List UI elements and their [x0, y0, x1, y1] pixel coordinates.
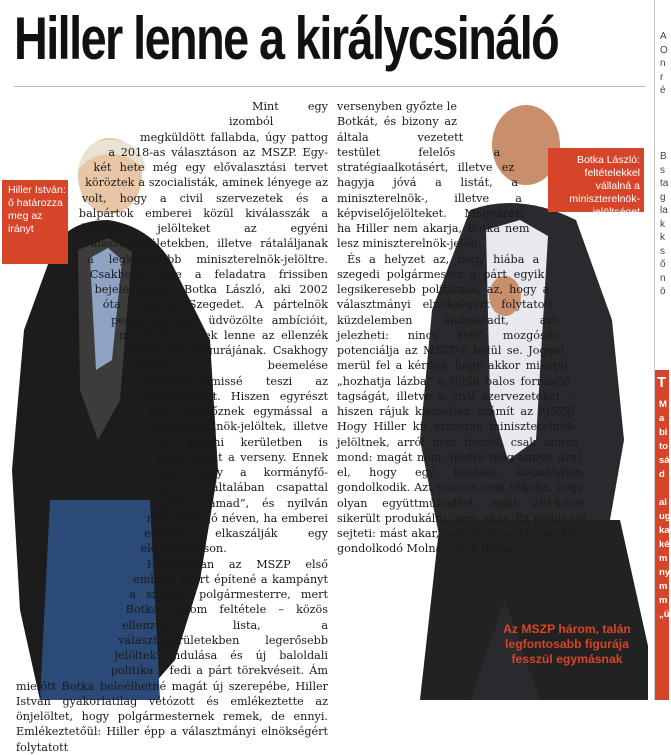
article-paragraph: versenyben győzte le Botkát, és bizony az általa vezetett testület felelős a stratégiaalkotásért, illetve ez hagyja jóvá a listát, a miniszterelnök-, illetve a képviselőjelölteket. Magyarán: ha Hiller nem akarja, Botka nem lesz miniszterelnök-jelölt.: [337, 100, 530, 251]
article-paragraph: És a helyzet az, hogy hiába a szegedi polgármester a párt egyik legsikeresebb politikusa, az, hogy a választmányi elnökségért folytatott küzdelemben alulmaradt, azt jelezheti: nincs kellő mozgósító potenciálja az MSZP-n belül se. Joggal merül fel a kérdés, hogy akkor miképp „hozhatja lázba” a többi balos formáció tagságát, illetve a civil szervezeteket – hiszen rájuk kiemelten számít az MSZP. Hogy Hiller kit szeretne miniszterelnök-jelöltnek, arról nem beszél, csak annyit mond: magát nem. Illetve még annyit árul el, hogy egy közéleti személyben gondolkodik. Azt viszont nem titkolja, hogy olyan együttműködést, amit 2014-ben sikerült produkálni, nem akar. Ez pedig azt sejteti: mást akar, mint a választási pártban gondolkodó Molnár vagy Botka.: [337, 252, 589, 556]
adjacent-article-text: B s ta g la k k s ő n ö: [660, 151, 669, 297]
adjacent-article-text: A O n r é: [660, 31, 668, 96]
adjacent-box-text: M a bi to sá d al ug ka ké m ny m m „ü: [659, 399, 671, 620]
headline: Hiller lenne a királycsináló: [14, 5, 559, 72]
article-paragraph: Mint egy izomból megküldött fallabda, úgy pattog a 2018-as választáson az MSZP. Egy-két hete még egy elővalasztási tervet köröztek a szocialisták, aminek lényege az volt, hogy a civil szervezetek és a balpártok emberei közül kiválasszák a legjobb jelölteket az egyéni választókerületekben, illetve rátaláljanak a legkiasszabb miniszterelnök-jelöltre. Csakhogy erre a feladatra frissiben bejelentkezett Botka László, aki 2002 óta irányítja Szegedet. A pártelnök pedig melegen üdvözölte ambícióit, mondván: remek lenne az ellenzék közös címerfigurájának. Csakhogy Botka beemelése felülírja/semmissé teszi az elővalasztást. Hiszen egyrészt nem mérkőznek egymással a miniszterelnök-jelöltek, illetve az egyéni kerületben is elmaradhat a verseny. Ennek oka, hogy a kormányfő-aspiráns általában csapattal együtt „támad”, és nyilván nem veszi jó néven, ha emberei esetleg elkaszálják egy elővalasztáson.: [78, 100, 328, 556]
headline-divider: [14, 86, 646, 87]
photo-caption-botka: Botka László: feltételekkel vállalná a miniszterelnök-jelöltséget: [569, 154, 640, 218]
pull-quote: Az MSZP három, talán legfontosabb figurája fesszül egymásnak: [503, 622, 631, 666]
photo-caption-hiller: Hiller István: ő határozza meg az irányt: [8, 184, 66, 235]
article-paragraph: Hivatalosan az MSZP első embere azért építené a kampányt a szegedi polgármesterre, mert Botka három feltétele – közös ellenzéki lista, a választókerületekben legerősebb jelöltek indulása és új baloldali politika – fedi a párt törekvéseit. Ám mielőtt Botka beleélhetné magát új szerepébe, Hiller István gyakorlatilag vétózott és emlékeztette az önjelöltet, hogy polgármesternek remek, de ennyi. Emlékeztetőül: Hiller épp a választmányi elnökségért folytatott: [16, 557, 328, 754]
adjacent-box-title: T: [657, 374, 667, 391]
